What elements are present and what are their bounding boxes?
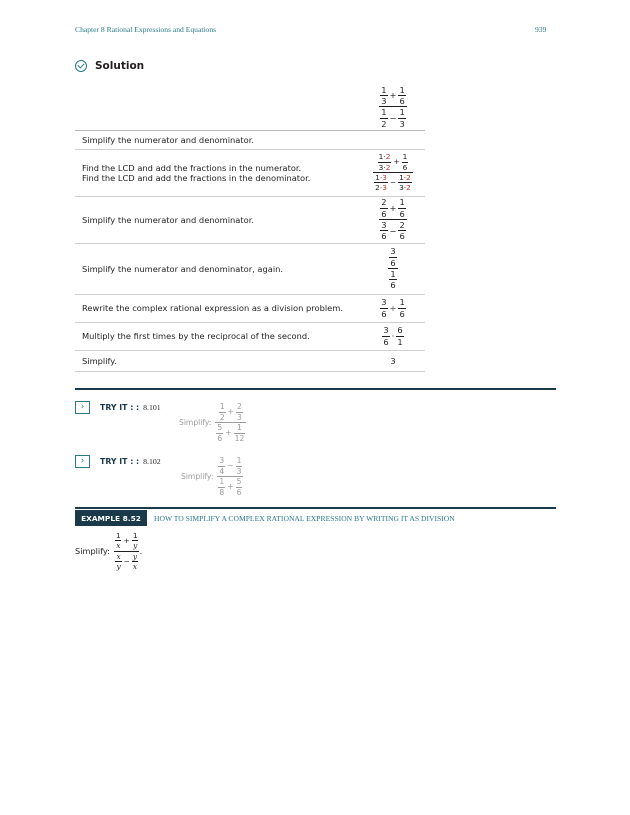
step-expression: $\frac{3}{6}$ · $\frac{6}{1}$ <box>361 322 425 350</box>
example-rule <box>75 507 556 509</box>
table-row <box>75 130 425 149</box>
step-text: Simplify the numerator and denominator, again. <box>75 243 361 294</box>
check-circle-icon <box>75 60 87 72</box>
example-title: HOW TO SIMPLIFY A COMPLEX RATIONAL EXPRESSION BY WRITING IT AS DIVISION <box>154 513 455 523</box>
table-row <box>75 84 425 130</box>
step-text: Multiply the first times by the reciprocal of the second. <box>75 322 361 350</box>
table-row <box>75 294 425 322</box>
step-text: Simplify. <box>75 350 361 371</box>
solution-title: Solution <box>95 60 145 72</box>
table-row <box>75 149 425 196</box>
chapter-title: Chapter 8 Rational Expressions and Equations <box>75 25 217 34</box>
step-text: Find the LCD and add the fractions in the numerator. Find the LCD and add the fractions in the denominator. <box>75 149 361 196</box>
step-expression: $\frac{1\cdot 2}{3\cdot 2}$ + $\frac{1}{6}$ $\frac{1\cdot 3}{2\cdot 3}$ − $\frac{1\cdot 2}{3\cdot 2}$ <box>361 149 425 196</box>
try-it-problem: Simplify: $\frac{3}{4}$ − $\frac{1}{3}$ $\frac{1}{8}$ + $\frac{5}{6}$ <box>181 456 242 497</box>
section-divider <box>75 388 556 390</box>
step-expression: $\frac{2}{6}$ + $\frac{1}{6}$ $\frac{3}{6}$ − $\frac{2}{6}$ <box>361 196 425 243</box>
solution-heading <box>75 59 144 73</box>
table-row <box>75 350 425 371</box>
chevron-right-icon[interactable]: › <box>75 401 90 414</box>
table-row <box>75 196 425 243</box>
example-badge: EXAMPLE 8.52 <box>75 510 147 526</box>
step-result: 3 <box>361 350 425 371</box>
step-text: Simplify the numerator and denominator. <box>75 196 361 243</box>
example-problem: Simplify: $\frac{1}{x}$ + $\frac{1}{y}$ $\frac{x}{y}$ − $\frac{y}{x}$ . <box>75 531 143 572</box>
step-text: Simplify the numerator and denominator. <box>75 130 361 149</box>
step-expression: $\frac{\frac{3}{6}}{\frac{1}{6}}$ <box>361 243 425 294</box>
chevron-right-icon[interactable]: › <box>75 455 90 468</box>
step-text: Rewrite the complex rational expression as a division problem. <box>75 294 361 322</box>
step-expression: $\frac{3}{6}$ ÷ $\frac{1}{6}$ <box>361 294 425 322</box>
try-it-8-102: › TRY IT : : 8.102 <box>75 455 161 468</box>
try-it-8-101: › TRY IT : : 8.101 <box>75 401 161 414</box>
start-expression: $\frac{1}{3}$ + $\frac{1}{6}$ $\frac{1}{2}$ − $\frac{1}{3}$ <box>361 84 425 130</box>
solution-steps-table <box>75 84 425 372</box>
page-number: 939 <box>535 25 547 34</box>
table-row <box>75 322 425 350</box>
try-it-problem: Simplify: $\frac{1}{2}$ + $\frac{2}{3}$ $\frac{5}{6}$ + $\frac{1}{12}$ <box>179 402 245 443</box>
table-row <box>75 243 425 294</box>
